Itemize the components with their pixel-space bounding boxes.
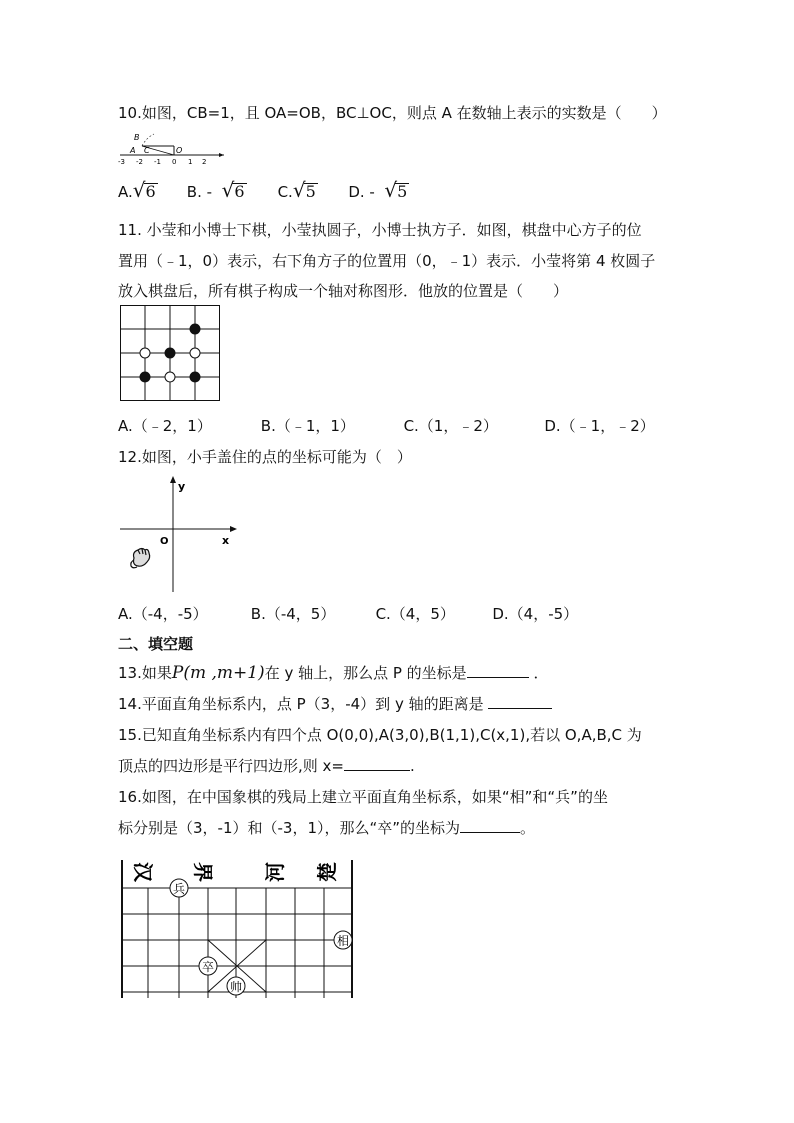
- hand-icon: [131, 549, 150, 568]
- q10-tick: 1: [188, 158, 193, 166]
- q12-coordinate-figure: [118, 474, 240, 596]
- svg-text:相: 相: [337, 934, 350, 948]
- q10-label-c: C: [144, 146, 150, 155]
- svg-text:卒: 卒: [202, 960, 215, 974]
- svg-text:兵: 兵: [173, 882, 186, 896]
- q14-line: 14.平面直角坐标系内，点 P（3，-4）到 y 轴的距离是: [118, 693, 552, 714]
- q10-tick: 2: [202, 158, 207, 166]
- q13-line: 13.如果P(m ,m+1)在 y 轴上，那么点 P 的坐标是 ．: [118, 663, 549, 683]
- section-title: 二、填空题: [118, 635, 194, 653]
- q16-line1: 16.如图，在中国象棋的残局上建立平面直角坐标系，如果“相”和“兵”的坐: [118, 788, 608, 806]
- white-stone: [190, 348, 200, 358]
- piece-bing: [170, 879, 188, 897]
- q11-option-b[interactable]: B.（﹣1，1）: [260, 417, 355, 435]
- q10-number-line-figure: [116, 128, 228, 168]
- q12-y-label: y: [178, 480, 186, 493]
- q16-answer-blank[interactable]: [460, 818, 520, 833]
- q12-option-d[interactable]: D.（4，-5）: [492, 605, 579, 623]
- white-stone: [165, 372, 175, 382]
- black-stone: [190, 324, 200, 334]
- black-stone: [165, 348, 175, 358]
- q11-options: [118, 415, 655, 436]
- q11-line2: 置用（﹣1，0）表示，右下角方子的位置用（0，﹣1）表示．小莹将第 4 枚圆子: [118, 252, 656, 270]
- q10-option-b[interactable]: B. - √6: [186, 178, 245, 202]
- white-stone: [140, 348, 150, 358]
- q10-option-a[interactable]: A.√6: [118, 178, 156, 202]
- river-char-chu: 楚: [315, 862, 339, 882]
- q16-xiangqi-board: [116, 858, 360, 1000]
- q12-x-label: x: [222, 534, 230, 547]
- river-char-he: 河: [263, 862, 287, 882]
- q12-option-a[interactable]: A.（-4，-5）: [118, 605, 208, 623]
- svg-text:帅: 帅: [230, 980, 243, 994]
- river-char-han: 汉: [131, 862, 155, 882]
- q13-answer-blank[interactable]: [467, 663, 529, 678]
- piece-zu: [199, 957, 217, 975]
- river-char-jie: 界: [191, 862, 215, 882]
- q10-option-c[interactable]: C.√5: [277, 178, 316, 202]
- q15-line1: 15.已知直角坐标系内有四个点 O(0,0),A(3,0),B(1,1),C(x,1),若以 O,A,B,C 为: [118, 726, 642, 744]
- q13-point-args: (m ,m+1): [183, 663, 265, 683]
- q10-label-b: B: [134, 133, 140, 142]
- q12-option-b[interactable]: B.（-4，5）: [250, 605, 336, 623]
- q12-option-c[interactable]: C.（4，5）: [375, 605, 455, 623]
- black-stone: [190, 372, 200, 382]
- q14-answer-blank[interactable]: [488, 694, 552, 709]
- q10-option-d[interactable]: D. - √5: [348, 178, 408, 202]
- q13-point-p: P: [171, 663, 184, 683]
- q12-stem: 12.如图，小手盖住的点的坐标可能为（ ）: [118, 448, 412, 466]
- q10-tick: 0: [172, 158, 177, 166]
- piece-xiang: [334, 931, 352, 949]
- q12-options: [118, 603, 578, 624]
- q11-go-board: [120, 305, 220, 401]
- black-stone: [140, 372, 150, 382]
- q15-line2: 顶点的四边形是平行四边形,则 x= .: [118, 757, 415, 775]
- q10-label-a: A: [130, 146, 136, 155]
- q10-tick: -1: [154, 158, 161, 166]
- q10-tick: -2: [136, 158, 143, 166]
- q10-options: [118, 178, 434, 202]
- q10-tick: -3: [118, 158, 125, 166]
- q11-line1: 11. 小莹和小博士下棋，小莹执圆子，小博士执方子．如图，棋盘中心方子的位: [118, 221, 642, 239]
- q10-label-o: O: [176, 146, 183, 155]
- q11-option-a[interactable]: A.（﹣2，1）: [118, 417, 212, 435]
- q11-line3: 放入棋盘后，所有棋子构成一个轴对称图形．他放的位置是（ ）: [118, 282, 569, 300]
- q11-option-c[interactable]: C.（1，﹣2）: [403, 417, 498, 435]
- q12-origin-label: O: [160, 536, 169, 547]
- q16-line2: 标分别是（3，-1）和（-3，1），那么“卒”的坐标为 。: [118, 819, 536, 837]
- q15-answer-blank[interactable]: [344, 756, 410, 771]
- q11-option-d[interactable]: D.（﹣1，﹣2）: [544, 417, 655, 435]
- q10-stem: 10.如图，CB=1，且 OA=OB，BC⊥OC，则点 A 在数轴上表示的实数是（ ）: [118, 104, 667, 122]
- piece-shuai: [227, 977, 245, 995]
